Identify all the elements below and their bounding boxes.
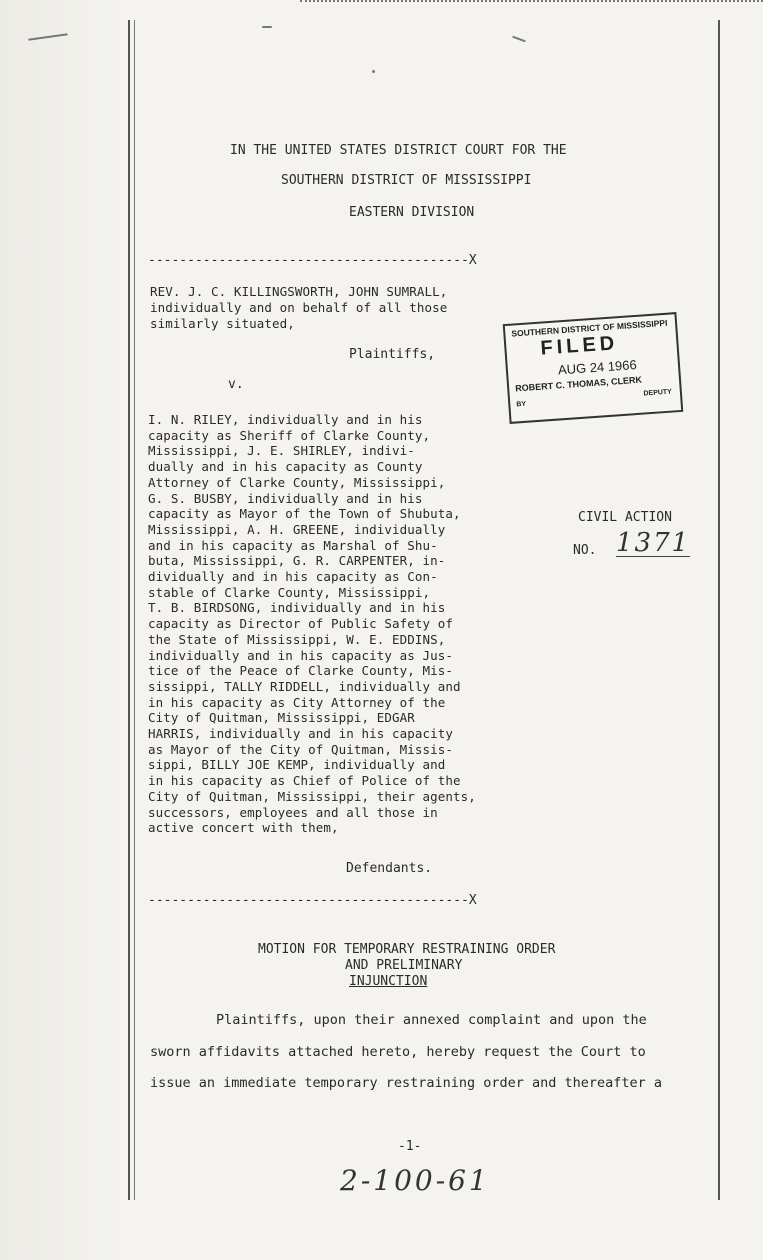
defendants-line: successors, employees and all those in (148, 804, 438, 820)
defendants-line: City of Quitman, Mississippi, their agents, (148, 788, 476, 804)
top-dotted-rule (300, 0, 763, 6)
defendants-line: the State of Mississippi, W. E. EDDINS, (148, 631, 446, 647)
court-heading-line1: IN THE UNITED STATES DISTRICT COURT FOR THE (230, 143, 567, 158)
court-heading-line3: EASTERN DIVISION (349, 205, 475, 220)
defendants-line: G. S. BUSBY, individually and in his (148, 490, 423, 506)
civil-action-label: CIVIL ACTION (578, 510, 672, 525)
handwritten-file-number: 2-100-61 (340, 1164, 490, 1197)
versus: v. (228, 377, 244, 392)
defendants-line: HARRIS, individually and in his capacity (148, 726, 454, 741)
defendants-line: and in his capacity as Marshal of Shu- (148, 537, 438, 553)
civil-action-no-label: NO. (573, 543, 597, 558)
body-line: Plaintiffs, upon their annexed complaint and upon the (216, 1012, 647, 1028)
civil-action-number: 1371 (616, 528, 691, 558)
defendants-line: dually and in his capacity as County (148, 459, 423, 475)
stamp-district: SOUTHERN DISTRICT OF MISSISSIPPI (511, 317, 668, 339)
defendants-line: sissippi, TALLY RIDDELL, individually and (148, 678, 461, 694)
defendants-line: as Mayor of the City of Quitman, Missis- (148, 741, 454, 757)
motion-title-line2: AND PRELIMINARY (345, 958, 463, 973)
stamp-date: AUG 24 1966 (557, 356, 638, 378)
scan-margin (0, 0, 128, 1260)
plaintiffs-line: REV. J. C. KILLINGSWORTH, JOHN SUMRALL, (150, 284, 448, 299)
defendants-line: stable of Clarke County, Mississippi, (148, 584, 431, 600)
body-line: issue an immediate temporary restraining order and thereafter a (150, 1075, 663, 1091)
left-margin-rule-inner (134, 20, 135, 1200)
defendants-line: buta, Mississippi, G. R. CARPENTER, in- (148, 553, 446, 569)
defendants-line: individually and in his capacity as Jus- (148, 647, 454, 663)
body-line: sworn affidavits attached hereto, hereby request the Court to (150, 1044, 646, 1060)
defendants-role: Defendants. (346, 861, 433, 876)
defendants-line: in his capacity as Chief of Police of the (148, 773, 461, 789)
defendants-line: Attorney of Clarke County, Mississippi, (148, 474, 446, 490)
defendants-line: T. B. BIRDSONG, individually and in his (148, 600, 446, 616)
defendants-line: capacity as Director of Public Safety of (148, 616, 454, 632)
defendants-line: tice of the Peace of Clarke County, Mis- (148, 663, 454, 679)
motion-title-line1: MOTION FOR TEMPORARY RESTRAINING ORDER (258, 942, 556, 957)
defendants-line: City of Quitman, Mississippi, EDGAR (148, 710, 415, 726)
scan-speck (512, 36, 526, 43)
caption-separator-bottom: -----------------------------------------X (148, 893, 477, 908)
plaintiffs-role: Plaintiffs, (349, 347, 436, 362)
motion-title-line3: INJUNCTION (349, 974, 428, 989)
court-heading-line2: SOUTHERN DISTRICT OF MISSISSIPPI (281, 173, 532, 188)
defendants-line: sippi, BILLY JOE KEMP, individually and (148, 757, 446, 773)
defendants-line: capacity as Sheriff of Clarke County, (148, 427, 431, 443)
stamp-deputy: DEPUTY (643, 388, 673, 398)
caption-separator-top: -----------------------------------------X (148, 253, 477, 268)
plaintiffs-line: similarly situated, (150, 316, 295, 331)
defendants-line: active concert with them, (148, 820, 339, 836)
stamp-filed: FILED (539, 332, 619, 360)
stamp-by: BY (516, 400, 527, 409)
scan-speck (372, 70, 375, 73)
scan-speck (262, 26, 272, 28)
page-number: -1- (398, 1139, 422, 1154)
defendants-line: capacity as Mayor of the Town of Shubuta, (148, 506, 461, 522)
defendants-line: dividually and in his capacity as Con- (148, 569, 438, 584)
plaintiffs-line: individually and on behalf of all those (150, 300, 448, 315)
right-margin-rule (718, 20, 720, 1200)
defendants-line: Mississippi, A. H. GREENE, individually (148, 521, 446, 537)
defendants-line: I. N. RILEY, individually and in his (148, 412, 423, 427)
left-margin-rule (128, 20, 130, 1200)
defendants-line: in his capacity as City Attorney of the (148, 694, 446, 710)
defendants-line: Mississippi, J. E. SHIRLEY, indivi- (148, 443, 415, 459)
stamp-clerk: ROBERT C. THOMAS, CLERK (514, 374, 643, 394)
filed-stamp (503, 312, 684, 424)
